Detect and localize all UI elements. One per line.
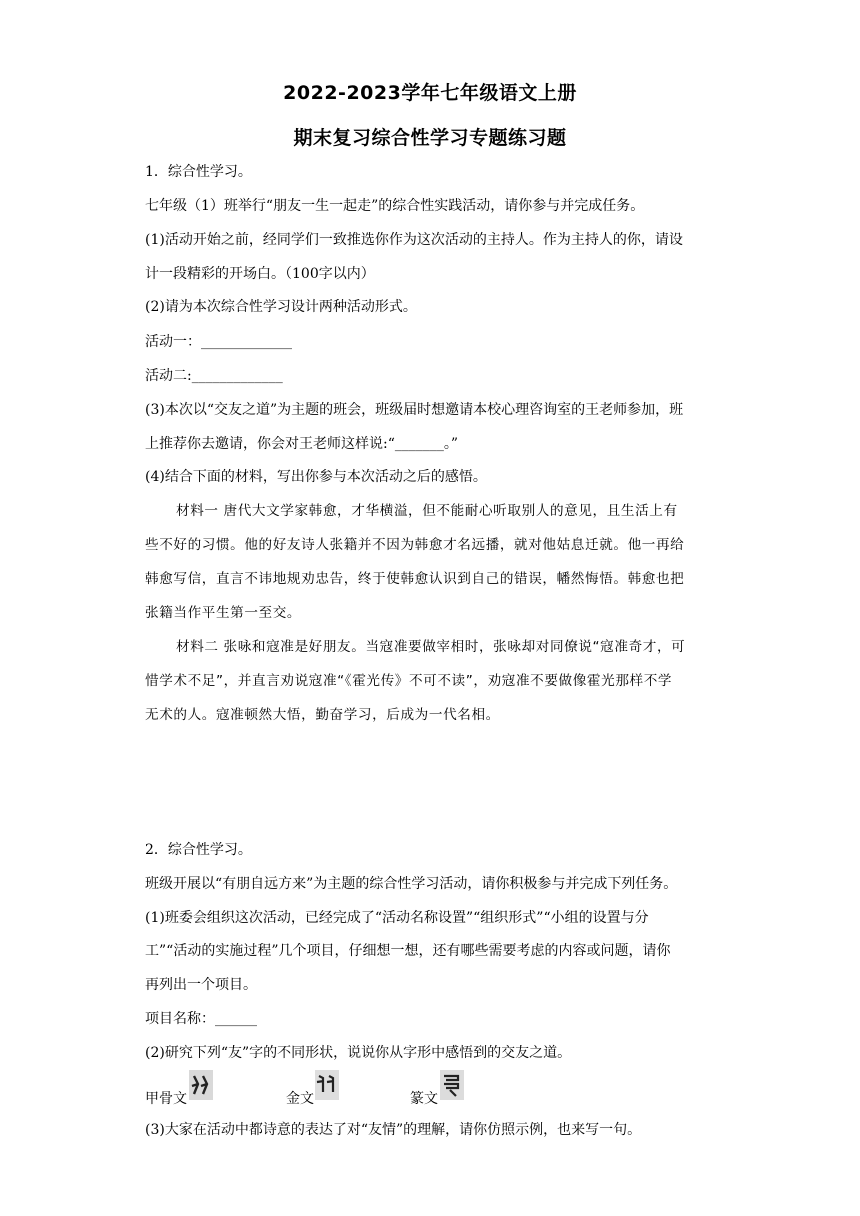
q1-activity2: 活动二:_____________ — [145, 368, 283, 384]
q2-item-name: 项目名称：______ — [145, 1011, 257, 1027]
oracle-bone-label: 甲骨文 — [145, 1091, 187, 1107]
q2-part1-line2: 工”“活动的实施过程”几个项目，仔细想一想，还有哪些需要考虑的内容或问题，请你 — [145, 943, 671, 959]
q1-part2: (2)请为本次综合性学习设计两种活动形式。 — [145, 299, 417, 315]
q2-intro: 班级开展以“有朋自远方来”为主题的综合性学习活动，请你积极参与并完成下列任务。 — [145, 876, 678, 892]
material2-line2: 惜学术不足”，并直言劝说寇准“《霍光传》不可不读”，劝寇准不要做像霍光那样不学 — [145, 673, 673, 689]
glyph-forms-row — [145, 1070, 725, 1110]
material1-line2: 些不好的习惯。他的好友诗人张籍并不因为韩愈才名远播，就对他姑息迁就。他一再给 — [145, 537, 685, 553]
q2-part1-line3: 再列出一个项目。 — [145, 977, 257, 993]
q2-part2: (2)研究下列“友”字的不同形状，说说你从字形中感悟到的交友之道。 — [145, 1045, 572, 1061]
bronze-you-glyph-image — [315, 1070, 339, 1100]
material1-line3: 韩愈写信，直言不讳地规劝忠告，终于使韩愈认识到自己的错误，幡然悔悟。韩愈也把 — [145, 571, 685, 587]
q2-part3: (3)大家在活动中都诗意的表达了对“友情”的理解，请你仿照示例，也来写一句。 — [145, 1122, 642, 1138]
q1-part4: (4)结合下面的材料，写出你参与本次活动之后的感悟。 — [145, 469, 487, 485]
material1-line4: 张籍当作平生第一至交。 — [145, 605, 302, 621]
q1-intro: 七年级（1）班举行“朋友一生一起走”的综合性实践活动，请你参与并完成任务。 — [145, 198, 645, 214]
material2-line1: 材料二 张咏和寇准是好朋友。当寇准要做宰相时，张咏却对同僚说“寇准奇才，可 — [176, 639, 686, 655]
q2-part1-line1: (1)班委会组织这次活动，已经完成了“活动名称设置”“组织形式”“小组的设置与分 — [145, 910, 649, 926]
q1-part3-line2: 上推荐你去邀请，你会对王老师这样说:“_______。” — [145, 436, 459, 452]
seal-label: 篆文 — [410, 1091, 438, 1107]
oracle-bone-you-glyph-image — [189, 1070, 213, 1100]
page-title: 2022-2023学年七年级语文上册 — [283, 82, 577, 104]
seal-you-glyph-image — [440, 1070, 464, 1100]
q1-part3-line1: (3)本次以“交友之道”为主题的班会，班级届时想邀请本校心理咨询室的王老师参加，班 — [145, 402, 684, 418]
material2-line3: 无术的人。寇准顿然大悟，勤奋学习，后成为一代名相。 — [145, 707, 500, 723]
q1-part1-line2: 计一段精彩的开场白。（100字以内） — [145, 266, 375, 282]
q1-heading: 1．综合性学习。 — [145, 164, 252, 180]
q1-part1-line1: (1)活动开始之前，经同学们一致推选你作为这次活动的主持人。作为主持人的你，请设 — [145, 232, 683, 248]
q2-heading: 2．综合性学习。 — [145, 842, 252, 858]
material1-line1: 材料一 唐代大文学家韩愈，才华横溢，但不能耐心听取别人的意见，且生活上有 — [176, 503, 678, 519]
q1-activity1: 活动一：_____________ — [145, 334, 292, 350]
bronze-label: 金文 — [286, 1091, 314, 1107]
page-subtitle: 期末复习综合性学习专题练习题 — [293, 127, 567, 149]
